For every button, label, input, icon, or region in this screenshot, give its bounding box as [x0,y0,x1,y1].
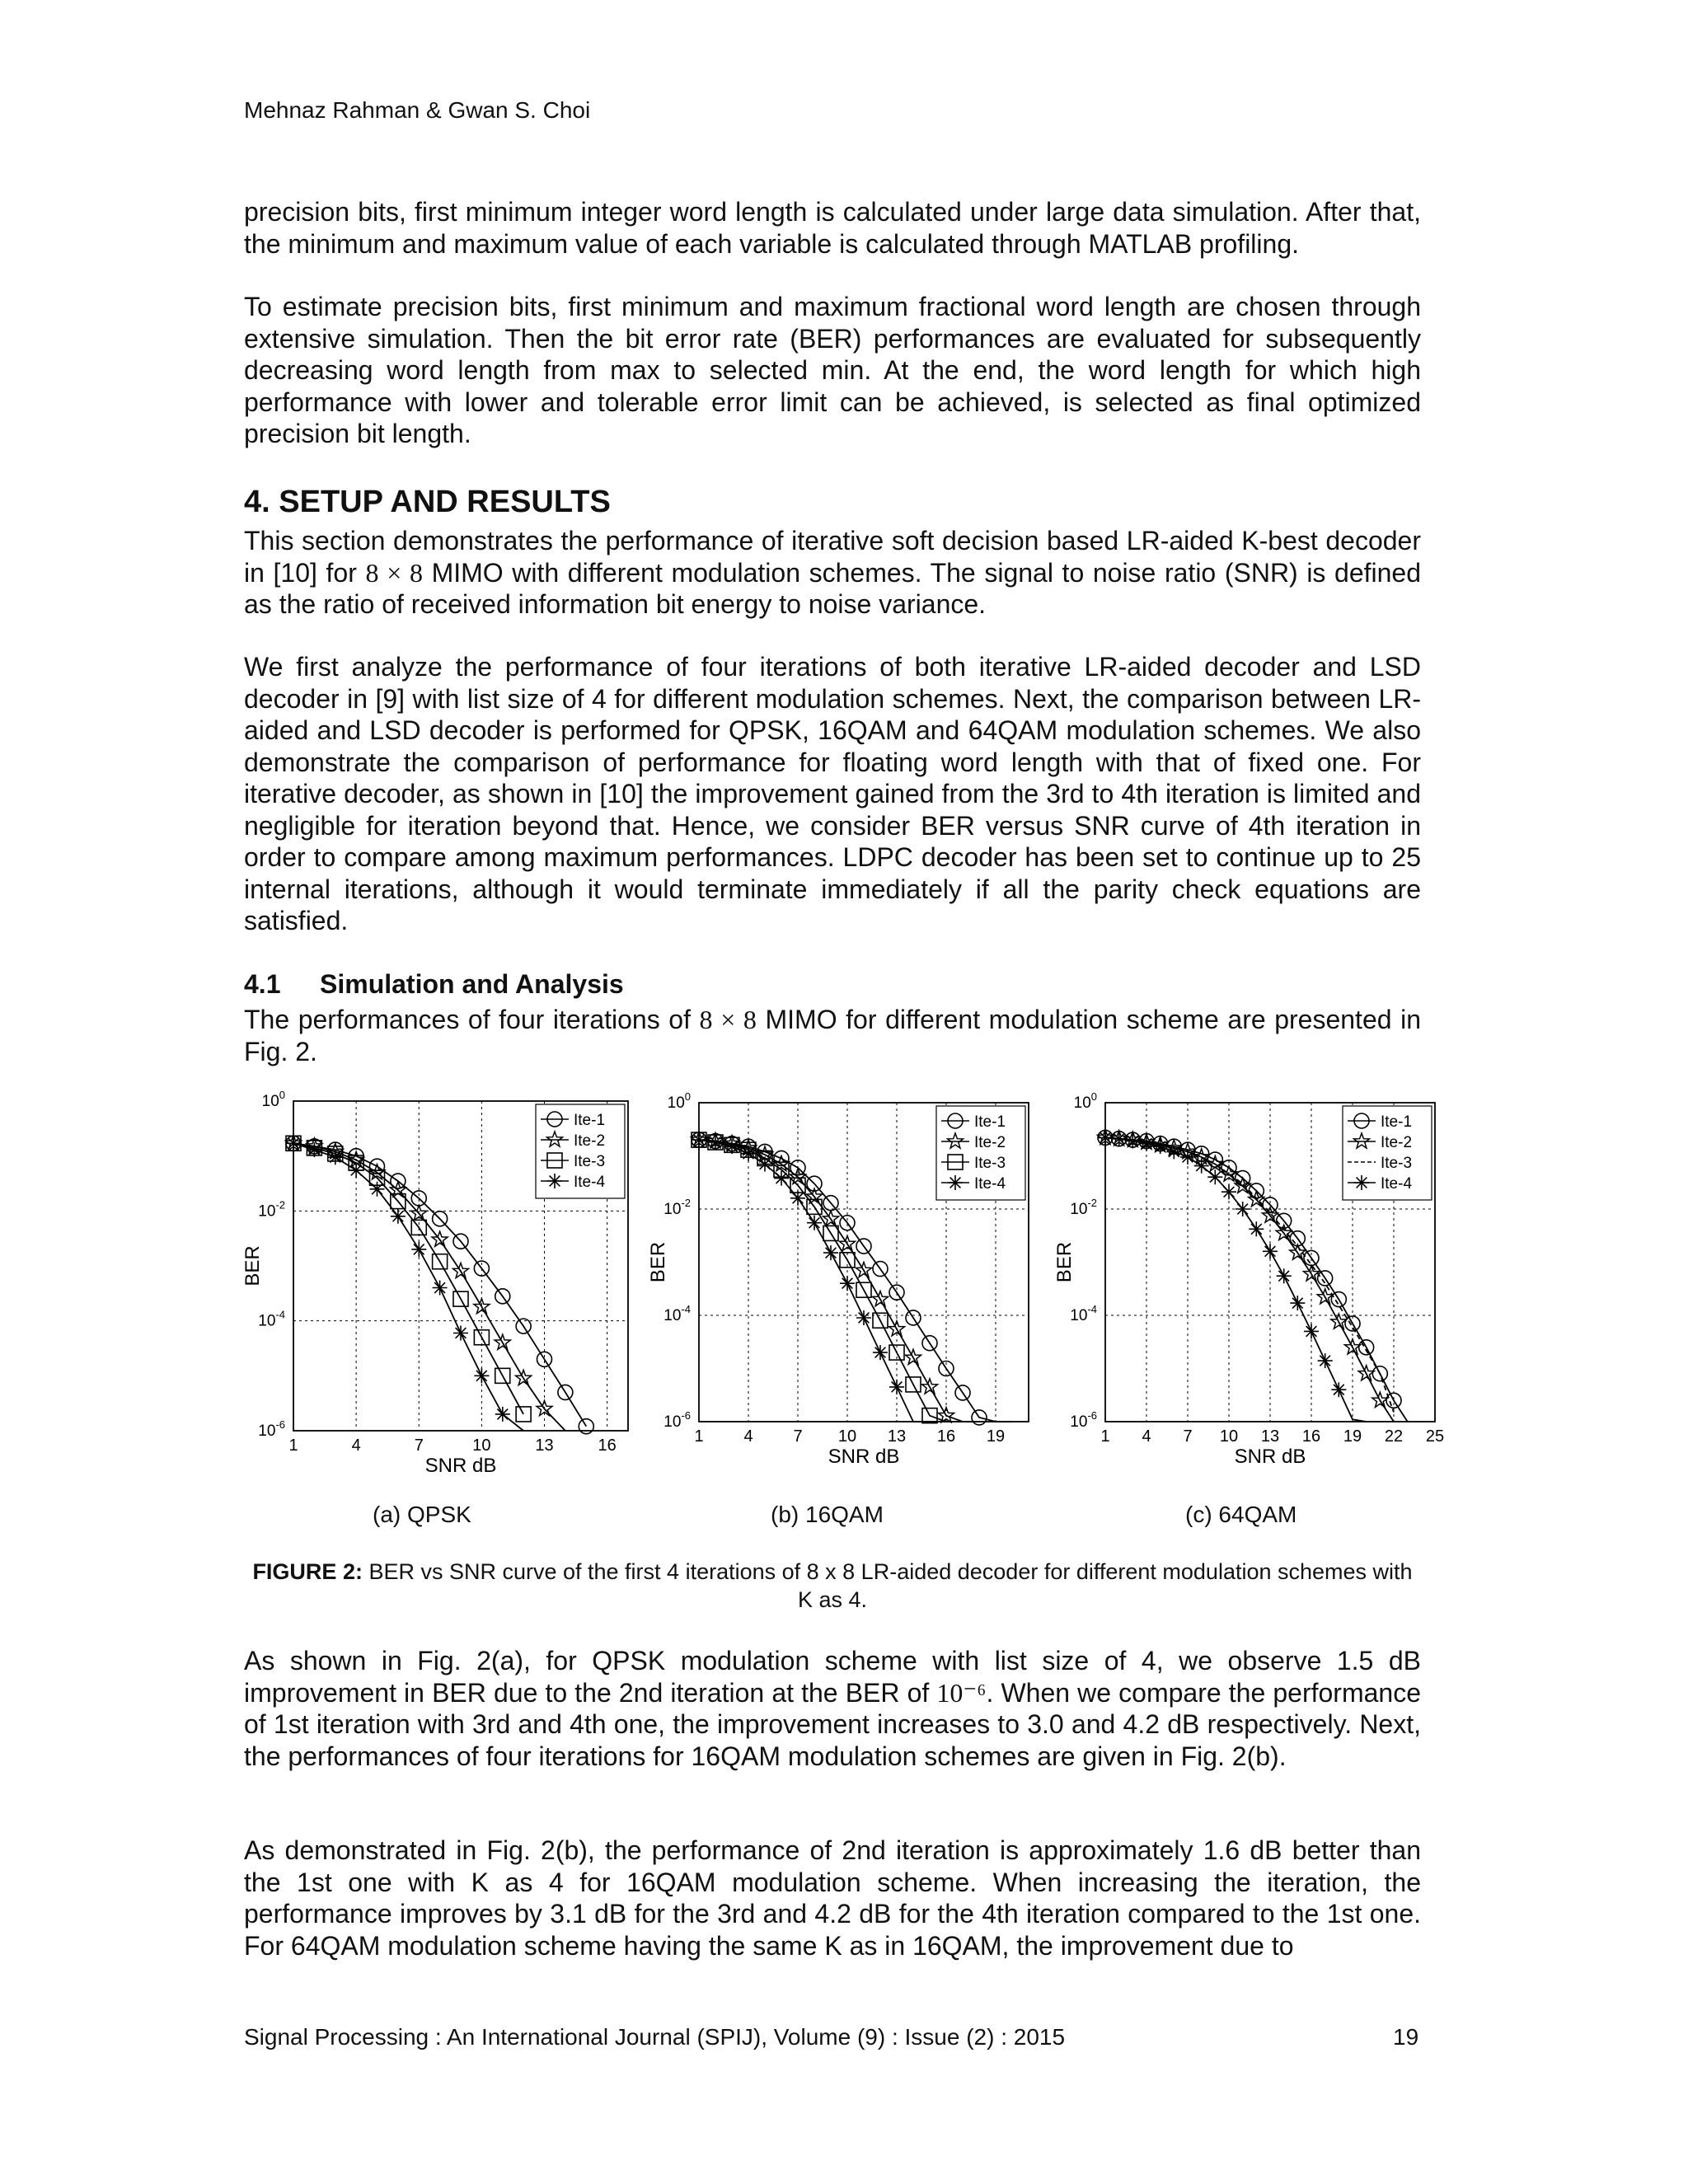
paragraph-6-text-a: As shown in Fig. 2(a), for QPSK modulation scheme with list size of 4, we observe 1.5 dB improvement in BER due to the 2nd iteration at the BER of [244,1646,1421,1708]
paragraph-6 [244,1645,1421,1772]
page-number: 19 [1393,2024,1419,2050]
y-tick-label: $10^{-4}$ [663,1303,691,1324]
data-point-ite-4 [741,1146,756,1161]
x-axis-label: SNR dB [828,1446,900,1468]
section-heading: 4. SETUP AND RESULTS [244,485,611,519]
x-tick-label: 16 [1301,1427,1321,1446]
caption-text: BER vs SNR curve of the first 4 iterations of 8 x 8 LR-aided decoder for different modulation schemes with K as 4. [362,1559,1413,1612]
x-tick-label: 22 [1384,1427,1404,1446]
legend-label: Ite-2 [574,1132,606,1150]
y-tick-label: $10^{-6}$ [663,1409,691,1431]
y-tick-label: $10^{-4}$ [1070,1303,1097,1324]
y-axis-label: BER [1053,1241,1076,1283]
data-point-ite-4 [1249,1221,1264,1236]
data-point-ite-4 [328,1150,343,1165]
inline-math: 8 × 8 [365,557,423,588]
subfigure-label-a: (a) QPSK [373,1502,471,1527]
paragraph-7: As demonstrated in Fig. 2(b), the performance of 2nd iteration is approximately 1.6 dB better than the 1st one with K as 4 for 16QAM modulation scheme. When increasing the iteration, the performance improves by 3.1 dB for the 3rd and 4.2 dB for the 4th iteration compared to the 1st one. For 64QAM modulation scheme having the same K as in 16QAM, the improvement due to [244,1835,1421,1961]
data-point-ite-4 [708,1135,723,1150]
x-tick-label: 13 [887,1427,907,1446]
data-point-ite-4 [856,1310,871,1325]
legend-marker-ite-4 [948,1175,963,1190]
x-axis-label: SNR dB [424,1455,497,1477]
legend-label: Ite-2 [974,1134,1006,1151]
data-point-ite-4 [1139,1137,1154,1151]
data-point-ite-4 [840,1276,855,1291]
paragraph-3 [244,525,1421,621]
figure-2-charts [241,1086,1447,1498]
data-point-ite-4 [1236,1202,1250,1216]
x-tick-label: 4 [351,1436,361,1455]
legend-label: Ite-1 [974,1113,1006,1131]
x-tick-label: 7 [414,1436,424,1455]
caption-label: FIGURE 2: [252,1559,363,1584]
legend-label: Ite-3 [574,1153,606,1170]
data-point-ite-4 [1166,1144,1181,1159]
subsection-title: Simulation and Analysis [320,969,624,999]
y-tick-label: $10^{-2}$ [258,1198,285,1221]
data-point-ite-4 [757,1157,772,1172]
paragraph-6-text-b: . When we compare the performance of 1st iteration with 3rd and 4th one, the improvement increases to 3.0 and 4.2 dB respectively. Next, the performances of four iterations for 16QAM modulation schemes are given in Fig. 2(b). [244,1677,1422,1771]
figure-caption [244,1558,1421,1614]
data-point-ite-4 [823,1245,838,1260]
paragraph-5-text-a: The performances of four iterations of [244,1005,700,1034]
x-tick-label: 13 [1260,1427,1280,1446]
data-point-ite-4 [790,1191,805,1206]
x-tick-label: 25 [1425,1427,1445,1446]
x-tick-label: 16 [598,1436,617,1455]
data-point-ite-4 [1221,1184,1236,1199]
legend-label: Ite-1 [574,1112,606,1129]
x-tick-label: 10 [837,1427,857,1446]
x-tick-label: 4 [1142,1427,1151,1446]
x-tick-label: 7 [793,1427,803,1446]
data-point-ite-4 [453,1326,468,1341]
data-point-ite-4 [1304,1324,1319,1338]
data-point-ite-4 [724,1139,739,1154]
paragraph-3-text-b: MIMO with different modulation schemes. The signal to noise ratio (SNR) is defined as the ratio of received information bit energy to noise variance. [244,557,1422,619]
y-tick-label: $10^{-2}$ [1070,1197,1097,1218]
legend-label: Ite-3 [1381,1155,1413,1172]
data-point-ite-4 [807,1216,822,1230]
y-tick-label: $10^0$ [667,1090,691,1112]
x-tick-label: 4 [743,1427,753,1446]
x-axis-label: SNR dB [1234,1446,1306,1468]
data-point-ite-4 [495,1407,510,1422]
chart-panel-3 [1053,1090,1444,1468]
data-point-ite-4 [1207,1169,1222,1184]
data-point-ite-4 [873,1345,888,1360]
chart-panel-2 [647,1090,1029,1468]
legend-label: Ite-3 [974,1155,1006,1172]
legend-label: Ite-4 [574,1174,606,1191]
legend-marker-ite-4 [1354,1175,1369,1190]
data-point-ite-4 [1180,1150,1195,1165]
y-tick-label: $10^{-6}$ [258,1418,285,1440]
paragraph-5 [244,1004,1421,1067]
legend-label: Ite-4 [974,1175,1006,1193]
data-point-ite-4 [1331,1382,1346,1397]
y-tick-label: $10^0$ [261,1089,285,1110]
x-tick-label: 13 [535,1436,554,1455]
data-point-ite-4 [692,1132,706,1147]
data-point-ite-4 [889,1380,904,1394]
data-point-ite-4 [474,1368,489,1383]
running-header: Mehnaz Rahman & Gwan S. Choi [244,97,591,123]
paragraph-1: precision bits, first minimum integer word length is calculated under large data simulation. After that, the minimum and maximum value of each variable is calculated through MATLAB profiling. [244,197,1421,259]
data-point-ite-4 [411,1242,426,1257]
subsection-number: 4.1 [244,969,281,999]
data-point-ite-4 [286,1136,301,1151]
data-point-ite-4 [774,1171,789,1186]
x-tick-label: 1 [694,1427,704,1446]
subfigure-label-c: (c) 64QAM [1185,1502,1297,1527]
y-axis-label: BER [241,1245,264,1286]
y-axis-label: BER [647,1241,669,1283]
data-point-ite-4 [391,1209,406,1224]
paragraph-2: To estimate precision bits, first minimum and maximum fractional word length are chosen through extensive simulation. Then the bit error rate (BER) performances are evaluated for subsequently decreasing word length from max to selected min. At the end, the word length for which high performance with lower and tolerable error limit can be achieved, is selected as final optimized precision bit length. [244,292,1421,448]
legend-marker-ite-4 [547,1174,562,1188]
x-tick-label: 1 [1100,1427,1110,1446]
y-tick-label: $10^0$ [1073,1090,1097,1112]
footer-journal: Signal Processing : An International Journal (SPIJ), Volume (9) : Issue (2) : 2015 [244,2024,1066,2050]
x-tick-label: 10 [472,1436,491,1455]
paragraph-4: We first analyze the performance of four iterations of both iterative LR-aided decoder and LSD decoder in [9] with list size of 4 for different modulation schemes. Next, the comparison between LR-aided and LSD decoder is performed for QPSK, 16QAM and 64QAM modulation schemes. We also demonstrate the comparison of performance for floating word length with that of fixed one. For iterative decoder, as shown in [10] the improvement gained from the 3rd to 4th iteration is limited and negligible for iteration beyond that. Hence, we consider BER versus SNR curve of 4th iteration in order to compare among maximum performances. LDPC decoder has been set to continue up to 25 internal iterations, although it would terminate immediately if all the parity check equations are satisfied. [244,652,1421,935]
data-point-ite-4 [1263,1244,1278,1258]
y-tick-label: $10^{-2}$ [663,1197,691,1218]
legend-label: Ite-1 [1381,1113,1413,1131]
x-tick-label: 1 [288,1436,298,1455]
x-tick-label: 7 [1183,1427,1193,1446]
paragraph-5-text-b: MIMO for different modulation scheme are presented in Fig. 2. [244,1005,1422,1066]
x-tick-label: 19 [1343,1427,1362,1446]
subfigure-label-b: (b) 16QAM [771,1502,884,1527]
inline-math: 10⁻⁶ [936,1677,987,1708]
data-point-ite-4 [1098,1130,1113,1145]
data-point-ite-4 [370,1182,385,1197]
legend-label: Ite-2 [1381,1134,1413,1151]
inline-math: 8 × 8 [699,1005,757,1034]
y-tick-label: $10^{-6}$ [1070,1409,1097,1431]
legend-label: Ite-4 [1381,1175,1413,1193]
x-tick-label: 10 [1219,1427,1239,1446]
paragraph-3-text-a: This section demonstrates the performance of iterative soft decision based LR-aided K-best decoder in [10] for [244,526,1421,588]
subsection-heading [244,969,624,1000]
chart-panel-1 [241,1089,628,1477]
x-tick-label: 19 [986,1427,1006,1446]
y-tick-label: $10^{-4}$ [258,1308,285,1330]
x-tick-label: 16 [936,1427,956,1446]
